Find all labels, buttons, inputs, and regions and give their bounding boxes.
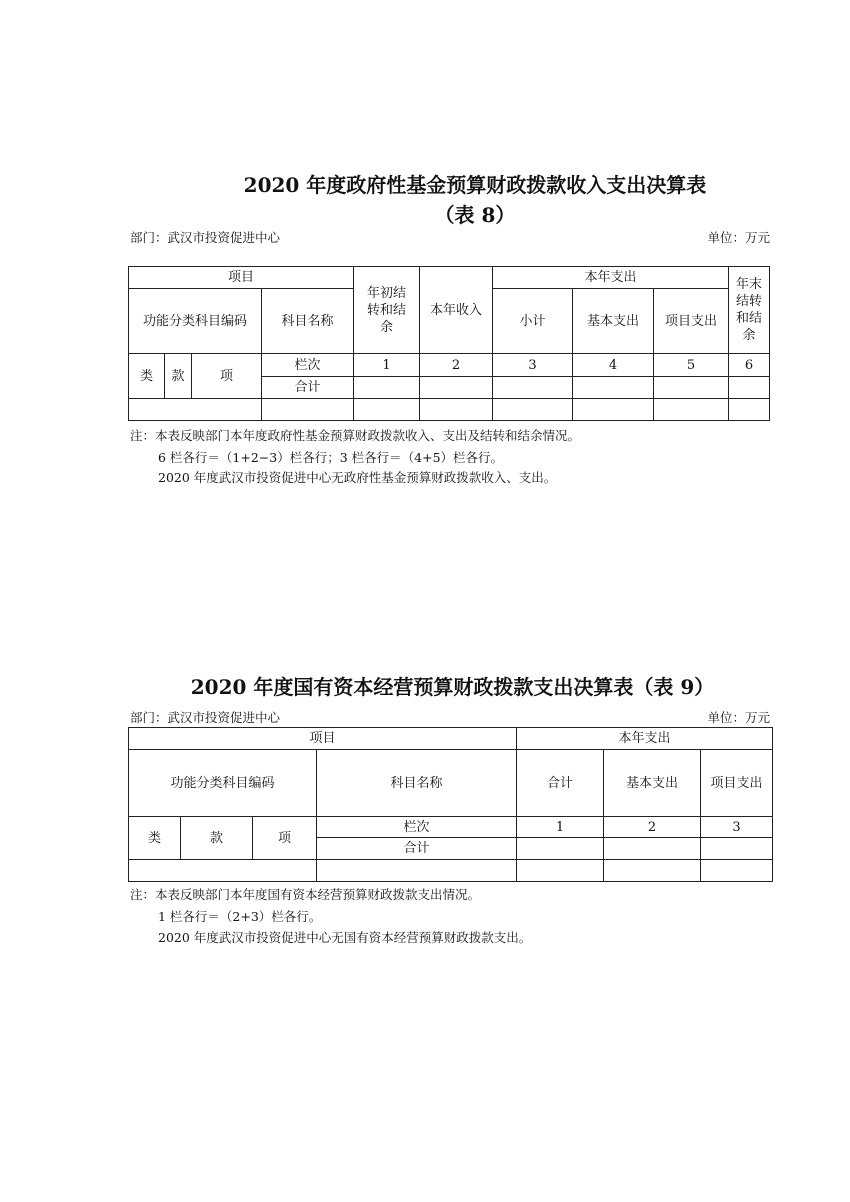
table8-cell [493,377,573,399]
table8-cell [354,399,420,421]
table9-cell [701,838,773,860]
table8-header-expense: 本年支出 [493,267,729,289]
table8-header-subtotal: 小计 [493,289,573,354]
table9-unit: 单位：万元 [707,710,770,725]
table8-header-kuan: 款 [165,354,192,399]
table8-cell [129,399,262,421]
table9-header-expense: 本年支出 [517,728,773,750]
table9-cell [517,860,604,882]
table8-col-number: 3 [493,354,573,377]
table9-note: 2020 年度武汉市投资促进中心无国有资本经营预算财政拨款支出。 [158,930,532,945]
table9-cell [517,838,604,860]
table8-header-begin-balance: 年初结转和结余 [354,267,420,354]
table8-cell [729,377,770,399]
table8-header-func-code: 功能分类科目编码 [129,289,262,354]
table8-header-income: 本年收入 [420,267,493,354]
table9-col-number: 1 [517,817,604,838]
table8-cell [573,399,654,421]
table8-header-project: 项目支出 [654,289,729,354]
table8-col-number: 6 [729,354,770,377]
table8-title: 2020 年度政府性基金预算财政拨款收入支出决算表 [243,173,707,197]
table9-col-number: 3 [701,817,773,838]
table8 [128,266,770,421]
table8-cell [262,399,354,421]
table9-header-func-code: 功能分类科目编码 [129,750,317,817]
table8-cell [493,399,573,421]
table9 [128,727,773,882]
table9-cell [604,860,701,882]
table9-header-item: 项目 [129,728,517,750]
table9-cell [317,860,517,882]
table8-cell [420,399,493,421]
table9-cell [604,838,701,860]
table8-note: 注：本表反映部门本年度政府性基金预算财政拨款收入、支出及结转和结余情况。 [130,428,581,443]
table8-header-xiang: 项 [192,354,262,399]
table9-header-kuan: 款 [181,817,253,860]
table9-header-xiang: 项 [253,817,317,860]
table8-cell [573,377,654,399]
table8-col-number: 1 [354,354,420,377]
table8-header-item: 项目 [129,267,354,289]
table8-cell [729,399,770,421]
table9-total-label: 合计 [317,838,517,860]
table9-cell [701,860,773,882]
table8-col-number: 4 [573,354,654,377]
table8-cell [354,377,420,399]
table9-header-lei: 类 [129,817,181,860]
table8-unit: 单位：万元 [707,230,770,245]
table9-note: 注：本表反映部门本年度国有资本经营预算财政拨款支出情况。 [130,887,481,902]
table8-header-subject-name: 科目名称 [262,289,354,354]
table8-cell [654,377,729,399]
table8-cell [420,377,493,399]
table8-department: 部门：武汉市投资促进中心 [130,230,281,245]
table9-department: 部门：武汉市投资促进中心 [130,710,281,725]
table8-note: 2020 年度武汉市投资促进中心无政府性基金预算财政拨款收入、支出。 [158,470,557,485]
table8-col-number: 2 [420,354,493,377]
table8-note: 6 栏各行＝（1+2−3）栏各行；3 栏各行＝（4+5）栏各行。 [158,450,504,465]
table9-row-label: 栏次 [317,817,517,838]
table9-title: 2020 年度国有资本经营预算财政拨款支出决算表（表 9） [190,675,715,699]
table9-cell [129,860,317,882]
table9-header-basic: 基本支出 [604,750,701,817]
table8-row-label: 栏次 [262,354,354,377]
table9-header-project: 项目支出 [701,750,773,817]
table8-cell [654,399,729,421]
table8-header-end-balance: 年末结转和结余 [729,267,770,354]
table9-header-subject-name: 科目名称 [317,750,517,817]
table8-title-number: （表 8） [434,203,516,227]
table9-note: 1 栏各行＝（2+3）栏各行。 [158,909,322,924]
table8-col-number: 5 [654,354,729,377]
table9-col-number: 2 [604,817,701,838]
table8-total-label: 合计 [262,377,354,399]
table8-header-lei: 类 [129,354,165,399]
table8-header-basic: 基本支出 [573,289,654,354]
table9-header-total: 合计 [517,750,604,817]
